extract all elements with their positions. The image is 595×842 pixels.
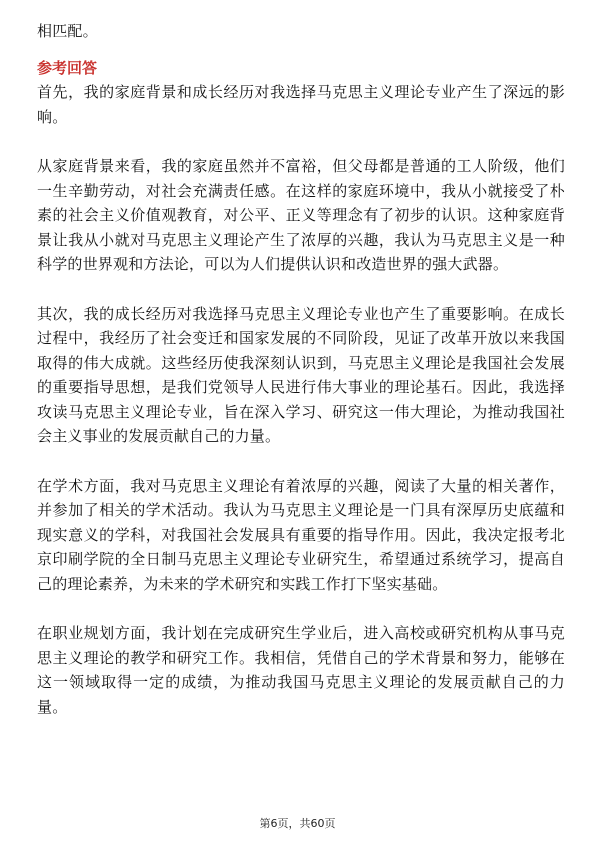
paragraph-5: 在职业规划方面，我计划在完成研究生学业后，进入高校或研究机构从事马克思主义理论的教学和研究工作。我相信，凭借自己的学术背景和努力，能够在这一领域取得一定的成绩，为推动我国马克思主义理论的发展贡献自己的力量。 — [37, 624, 565, 716]
paragraph-1: 首先，我的家庭背景和成长经历对我选择马克思主义理论专业产生了深远的影响。 — [37, 83, 565, 126]
page-number: 第6页，共60页 — [259, 817, 336, 830]
intro-fragment: 相匹配。 — [37, 22, 98, 40]
paragraph-2: 从家庭背景来看，我的家庭虽然并不富裕，但父母都是普通的工人阶级，他们一生辛勤劳动，对社会充满责任感。在这样的家庭环境中，我从小就接受了朴素的社会主义价值观教育，对公平、正义等理念有了初步的认识。这种家庭背景让我从小就对马克思主义理论产生了浓厚的兴趣，我认为马克思主义是一种科学的世界观和方法论，可以为人们提供认识和改造世界的强大武器。 — [37, 157, 565, 273]
paragraph-3: 其次，我的成长经历对我选择马克思主义理论专业也产生了重要影响。在成长过程中，我经历了社会变迁和国家发展的不同阶段，见证了改革开放以来我国取得的伟大成就。这些经历使我深刻认识到，马克思主义理论是我国社会发展的重要指导思想，是我们党领导人民进行伟大事业的理论基石。因此，我选择攻读马克思主义理论专业，旨在深入学习、研究这一伟大理论，为推动我国社会主义事业的发展贡献自己的力量。 — [37, 304, 565, 445]
paragraph-4: 在学术方面，我对马克思主义理论有着浓厚的兴趣，阅读了大量的相关著作，并参加了相关的学术活动。我认为马克思主义理论是一门具有深厚历史底蕴和现实意义的学科，对我国社会发展具有重要的指导作用。因此，我决定报考北京印刷学院的全日制马克思主义理论专业研究生，希望通过系统学习，提高自己的理论素养，为未来的学术研究和实践工作打下坚实基础。 — [37, 476, 565, 593]
document-body — [37, 19, 565, 719]
answer-heading: 参考回答 — [37, 58, 98, 77]
